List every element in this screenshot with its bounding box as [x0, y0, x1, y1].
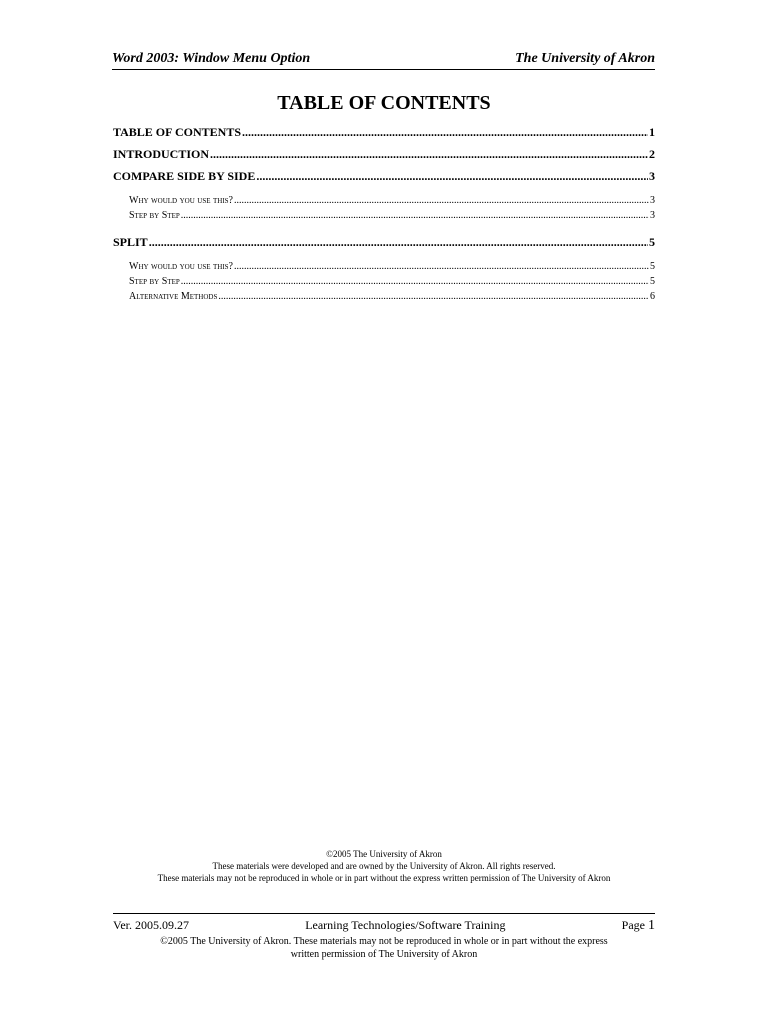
toc-entry-alternative-methods[interactable]: [113, 289, 655, 304]
toc-entry-text: COMPARE SIDE BY SIDE: [113, 169, 256, 183]
toc-leader: [210, 145, 648, 163]
toc-entry-page: 5: [650, 261, 655, 272]
toc-entry-text: TABLE OF CONTENTS: [113, 125, 242, 139]
toc-leader: [149, 233, 648, 251]
toc-entry-page: 5: [649, 235, 655, 249]
toc-entry-text: SPLIT: [113, 235, 148, 249]
footer-page: [622, 918, 655, 934]
toc-leader: [181, 274, 649, 289]
toc-entry-split[interactable]: [113, 233, 655, 255]
toc-list: [113, 123, 655, 304]
toc-entry-step-split[interactable]: [113, 274, 655, 289]
toc-entry-page: 5: [650, 276, 655, 287]
footer-page-number: 1: [647, 918, 655, 933]
toc-entry-page: 3: [650, 195, 655, 206]
toc-entry-compare-side-by-side[interactable]: [113, 167, 655, 189]
footer-copyright-line-2: written permission of The University of Akron: [290, 949, 478, 960]
toc-entry-page: 3: [649, 169, 655, 183]
toc-entry-page: 3: [650, 210, 655, 221]
toc-entry-why-compare[interactable]: [113, 193, 655, 208]
page-footer: [113, 913, 655, 961]
toc-entry-text: Step by Step: [129, 276, 180, 287]
toc-entry-text: Why would you use this?: [129, 195, 233, 206]
footer-page-label: Page: [621, 918, 645, 932]
header-institution: The University of Akron: [515, 51, 655, 66]
footer-copyright: [113, 935, 655, 961]
notice-line-2: These materials were developed and are owned by the University of Akron. All rights reserved.: [212, 861, 556, 871]
header-doc-title: Word 2003: Window Menu Option: [112, 51, 311, 66]
toc-entry-text: Alternative Methods: [129, 291, 218, 302]
notice-line-3: These materials may not be reproduced in whole or in part without the express written permission of The University of Akron: [157, 873, 611, 883]
toc-leader: [234, 193, 649, 208]
toc-entry-text: Why would you use this?: [129, 261, 233, 272]
toc-leader: [181, 208, 649, 223]
toc-entry-page: 2: [649, 147, 655, 161]
toc-entry-table-of-contents[interactable]: [113, 123, 655, 145]
toc-entry-text: Step by Step: [129, 210, 180, 221]
page-header: [112, 45, 655, 70]
footer-department: Learning Technologies/Software Training: [305, 918, 506, 932]
toc-entry-page: 1: [649, 125, 655, 139]
toc-entry-text: INTRODUCTION: [113, 147, 210, 161]
toc-leader: [242, 123, 648, 141]
footer-row: [113, 918, 655, 934]
footer-copyright-line-1: ©2005 The University of Akron. These materials may not be reproduced in whole or in part without the express: [160, 936, 608, 947]
toc-entry-why-split[interactable]: [113, 259, 655, 274]
toc-entry-page: 6: [650, 291, 655, 302]
toc-title: TABLE OF CONTENTS: [277, 92, 491, 114]
toc-leader: [234, 259, 649, 274]
toc-entry-step-compare[interactable]: [113, 208, 655, 223]
toc-entry-introduction[interactable]: [113, 145, 655, 167]
footer-version: Ver. 2005.09.27: [113, 918, 189, 932]
toc-leader: [256, 167, 648, 185]
copyright-notice: [0, 848, 768, 884]
notice-line-1: ©2005 The University of Akron: [326, 849, 442, 859]
toc-leader: [218, 289, 649, 304]
